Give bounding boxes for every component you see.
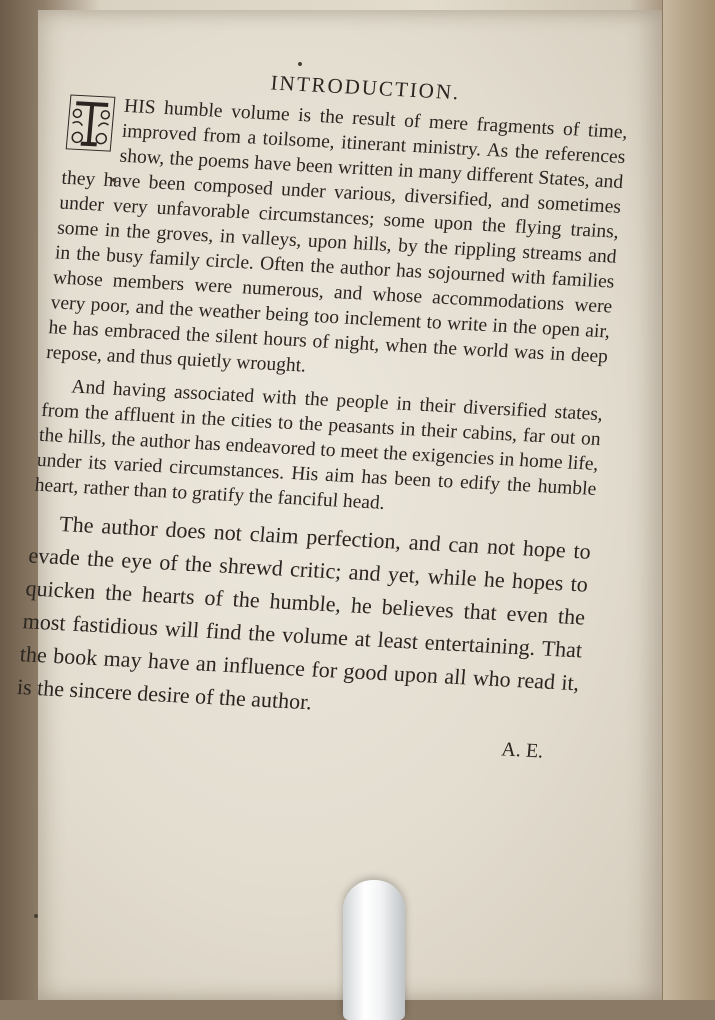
paragraph-1-text: HIS humble volume is the result of mere fragments of time, improved from a toilsome, itinerant ministry. As the references show, the poems have been written in many different States, and they have been composed under various, diversified, and sometimes under very unfavorable circumstances; some upon the flying trains, some in the groves, in valleys, upon hills, by the rippling streams and in the busy family circle. Often the author has sojourned with families whose members were numerous, and whose accommodations were very poor, and the weather being too inclement to write in the open air, he has embraced the silent hours of night, when the world was in deep repose, and thus quietly wrought. [45, 95, 629, 377]
author-signature: A. E. [500, 738, 545, 763]
print-speck [298, 62, 302, 66]
paragraph-3: The author does not claim perfection, and can not hope to evade the eye of the shrewd critic; and yet, while he hopes to quicken the hearts of the humble, he believes that even the most fastidious will find the volume at least entertaining. That the book may have an influence for good upon all who read it, is the sincere desire of the author. [16, 511, 592, 715]
white-pen-cap [343, 880, 405, 1020]
ornamental-T-dropcap-icon [64, 93, 117, 153]
print-speck [34, 914, 38, 918]
paragraph-1 [45, 91, 628, 394]
page-title: INTRODUCTION. [269, 70, 462, 105]
page-stack-edge [662, 0, 715, 1000]
paragraph-2: And having associated with the people in their diversified states, from the affluent in the cities to the peasants in their cabins, far out on the hills, the author has endeavored to meet the exigencies in home life, under its varied circumstances. His aim has been to edify the humble heart, rather than to gratify the fanciful head. [33, 376, 604, 514]
introduction-text [13, 60, 631, 765]
